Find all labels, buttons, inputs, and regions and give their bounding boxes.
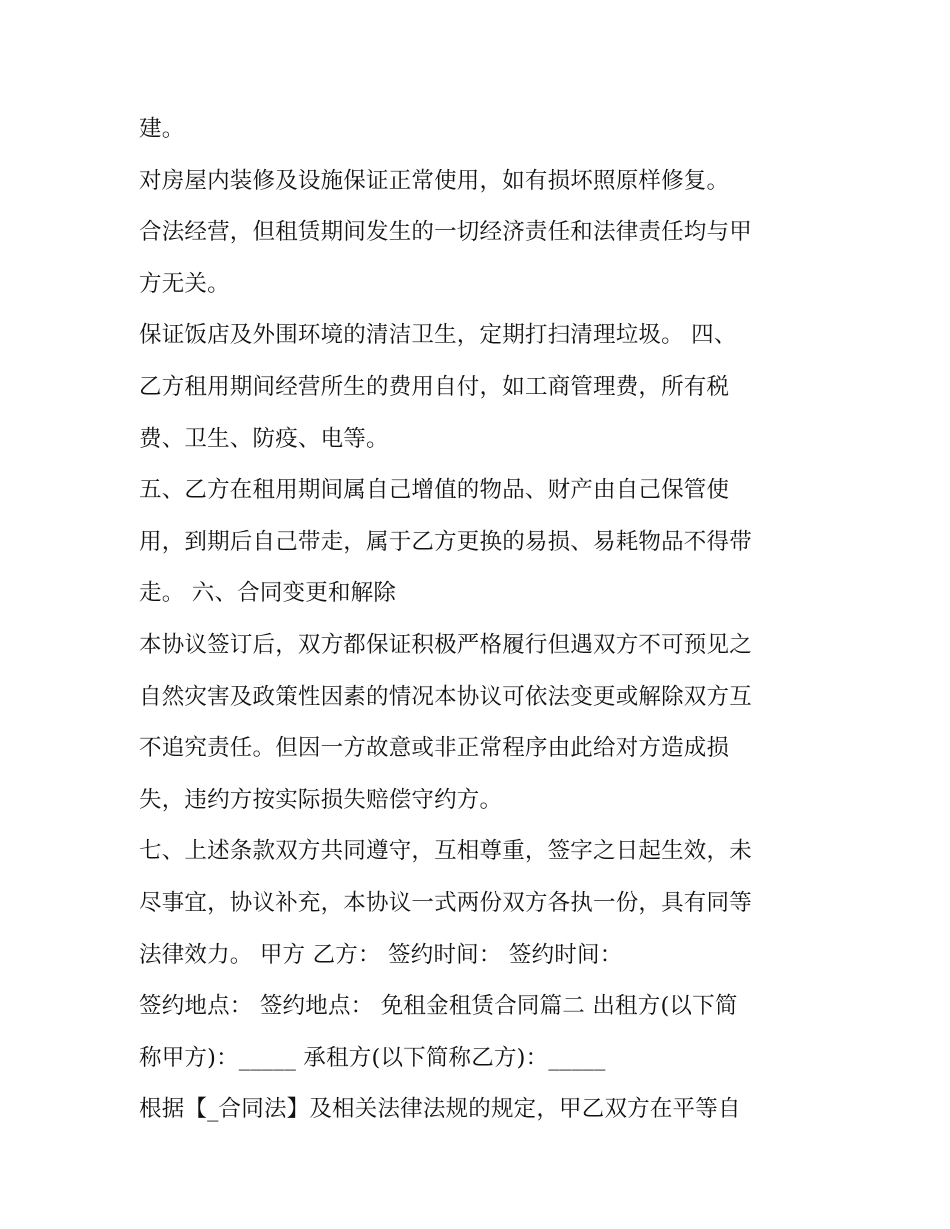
text-line: 五、乙方在租用期间属自己增值的物品、财产由自己保管使 [139,477,730,504]
text-line: 称甲方)：_____ 承租方(以下简称乙方)：_____ [139,1044,606,1071]
text-line: 走。 六、合同变更和解除 [139,580,397,607]
text-line: 签约地点： 签约地点： 免租金租赁合同篇二 出租方(以下简 [139,993,738,1020]
text-line: 用，到期后自己带走，属于乙方更换的易损、易耗物品不得带 [139,528,752,555]
text-line: 法律效力。 甲方 乙方： 签约时间： 签约时间： [139,941,623,968]
document-body [139,104,819,1136]
text-line: 失，违约方按实际损失赔偿守约方。 [139,786,503,813]
text-line: 本协议签订后，双方都保证积极严格履行但遇双方不可预见之 [139,631,752,658]
text-line: 自然灾害及政策性因素的情况本协议可依法变更或解除双方互 [139,683,752,710]
text-line: 对房屋内装修及设施保证正常使用，如有损坏照原样修复。 [139,167,730,194]
text-line: 根据【_合同法】及相关法律法规的规定，甲乙双方在平等自 [139,1096,741,1123]
text-line: 建。 [139,116,185,142]
text-line: 不追究责任。但因一方故意或非正常程序由此给对方造成损 [139,735,730,762]
text-line: 方无关。 [139,270,230,297]
text-line: 尽事宜，协议补充，本协议一式两份双方各执一份，具有同等 [139,889,752,916]
text-line: 保证饭店及外围环境的清洁卫生，定期打扫清理垃圾。 四、 [139,322,737,349]
text-line: 费、卫生、防疫、电等。 [139,425,389,452]
text-line: 合法经营，但租赁期间发生的一切经济责任和法律责任均与甲 [139,219,752,246]
text-line: 乙方租用期间经营所生的费用自付，如工商管理费，所有税 [139,373,730,400]
text-line: 七、上述条款双方共同遵守，互相尊重，签字之日起生效，未 [139,838,752,865]
